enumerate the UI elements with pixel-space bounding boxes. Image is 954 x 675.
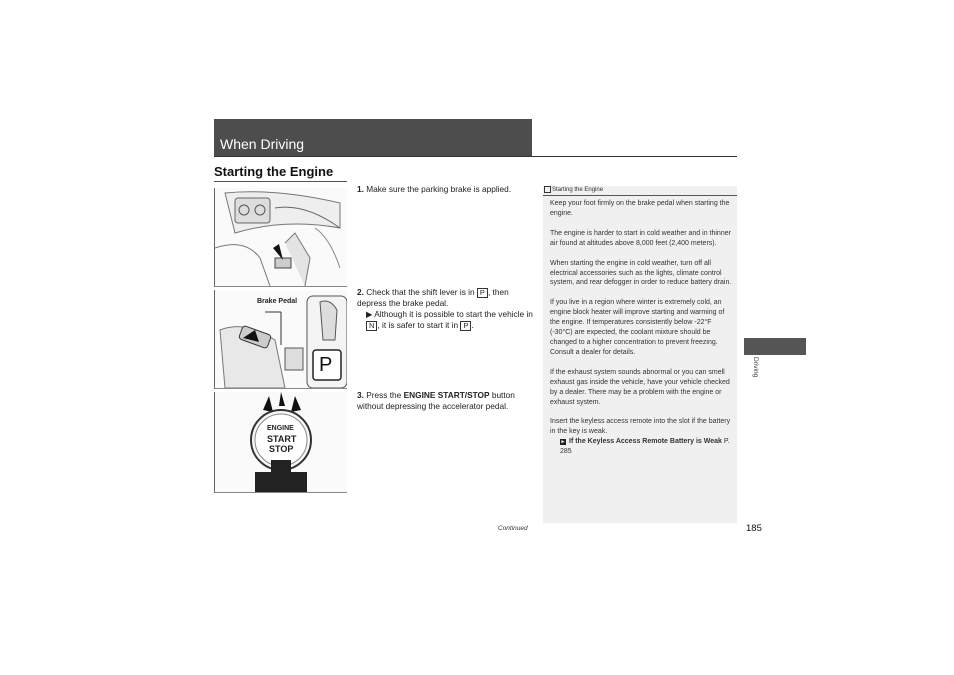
step-text: , then depress the brake pedal. bbox=[357, 287, 509, 308]
cross-reference-link[interactable] bbox=[550, 437, 732, 457]
note-text: . bbox=[471, 320, 474, 330]
stop-label: STOP bbox=[269, 444, 294, 454]
xref-page[interactable]: P. 285 bbox=[560, 438, 730, 456]
sidebar-paragraph: The engine is harder to start in cold weather and in thinner air found at altitudes above 8,000 feet (2,400 meters). bbox=[550, 229, 731, 247]
section-title: When Driving bbox=[220, 136, 305, 152]
engine-button-name: ENGINE START/STOP bbox=[403, 390, 490, 400]
step-text: button without depressing the accelerator pedal. bbox=[357, 390, 515, 411]
chapter-tab bbox=[744, 338, 806, 355]
xref-arrow-icon: ► bbox=[560, 439, 566, 446]
park-key: P bbox=[477, 288, 488, 298]
step-text: Make sure the parking brake is applied. bbox=[366, 184, 512, 194]
engine-label: ENGINE bbox=[267, 425, 294, 432]
sidebar-paragraph: When starting the engine in cold weather, turn off all electrical accessories such as the lights, climate control system, and rear defogger in order to reduce battery drain. bbox=[550, 259, 732, 287]
neutral-key: N bbox=[366, 321, 377, 331]
sidebar-heading bbox=[543, 186, 737, 196]
parking-brake-illustration bbox=[214, 188, 347, 287]
park-indicator: P bbox=[319, 354, 333, 376]
sidebar-heading-text: Starting the Engine bbox=[552, 187, 604, 194]
subsection-title: Starting the Engine bbox=[214, 164, 334, 179]
step-number: 3. bbox=[357, 390, 364, 400]
note-text: , it is safer to start it in bbox=[377, 320, 459, 330]
sidebar-body bbox=[550, 199, 732, 457]
note-text: Although it is possible to start the vehicle in bbox=[374, 309, 533, 319]
xref-title[interactable]: If the Keyless Access Remote Battery is Weak bbox=[569, 438, 722, 446]
sidebar-paragraph: If you live in a region where winter is extremely cold, an engine block heater will improve starting and warming of the engine. If temperatures consistently below -22°F (-30°C) are expected, the coolant mixture should be changed to a higher concentration to prevent freezing. Consult a dealer for details. bbox=[550, 299, 725, 356]
triangle-icon: ▶ bbox=[366, 309, 373, 319]
step-2 bbox=[357, 287, 535, 331]
sidebar-paragraph: If the exhaust system sounds abnormal or you can smell exhaust gas inside the vehicle, have your vehicle checked by a dealer. There may be a problem with the engine or exhaust system. bbox=[550, 368, 730, 406]
step-number: 1. bbox=[357, 184, 364, 194]
step-number: 2. bbox=[357, 287, 364, 297]
note-icon bbox=[544, 186, 551, 193]
step-text: Check that the shift lever is in bbox=[366, 287, 475, 297]
subsection-rule bbox=[214, 181, 347, 182]
step-text: Press the bbox=[366, 390, 402, 400]
chapter-tab-label: Driving bbox=[752, 357, 759, 378]
brake-pedal-illustration bbox=[214, 290, 347, 389]
park-key: P bbox=[460, 321, 471, 331]
section-rule bbox=[214, 156, 737, 157]
sidebar-paragraph: Keep your foot firmly on the brake pedal when starting the engine. bbox=[550, 200, 730, 217]
step-3 bbox=[357, 390, 535, 412]
page-number: 185 bbox=[746, 523, 762, 534]
sidebar-paragraph: Insert the keyless access remote into the slot if the battery in the key is weak. bbox=[550, 418, 731, 436]
brake-pedal-label: Brake Pedal bbox=[257, 298, 298, 305]
continued-label: Continued bbox=[498, 525, 528, 532]
start-label: START bbox=[267, 434, 297, 444]
engine-start-stop-illustration bbox=[214, 392, 347, 493]
step-1 bbox=[357, 184, 535, 195]
step-note bbox=[357, 309, 535, 331]
